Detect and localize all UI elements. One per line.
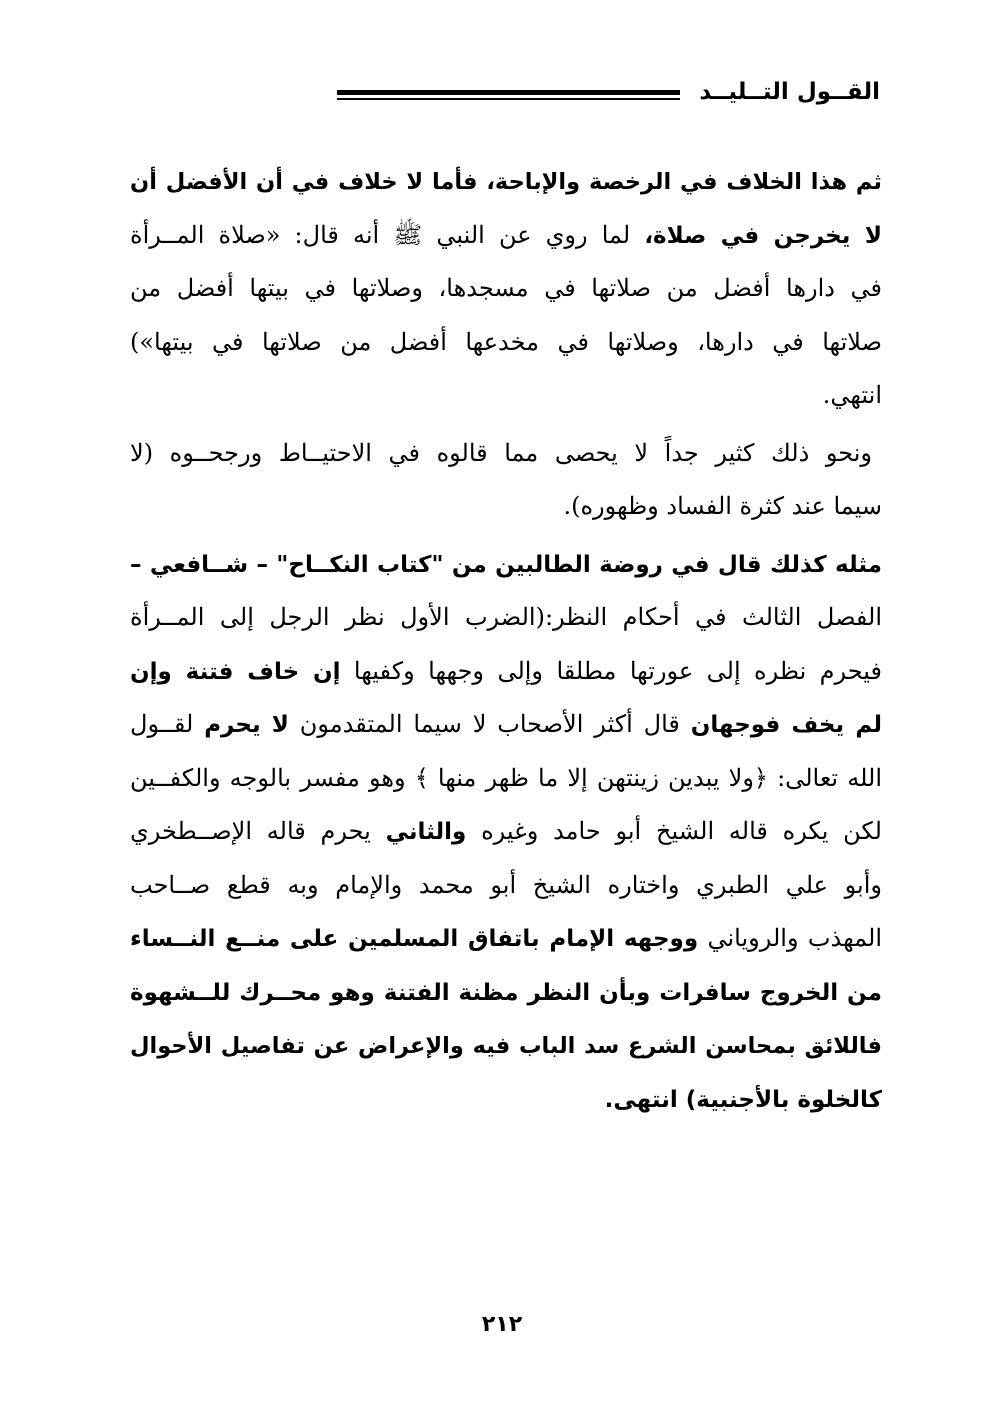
text-span: ونحو ذلك كثير جداً لا يحصى مما قالوه في الاحتيــاط ورجحــوه (لا [130, 438, 872, 467]
text-line [130, 592, 882, 646]
text-span: لما روي عن النبي ﷺ أنه قال: «صلاة المــرأة [130, 220, 645, 249]
header-rule-thin [337, 98, 680, 100]
body-text [130, 156, 882, 1127]
text-span: المهذب والروياني [698, 924, 882, 952]
header-rule-thick [337, 90, 680, 95]
text-span: الله تعالى: ﴿ولا يبدين زينتهن إلا ما ظهر منها ﴾ وهو مفسر بالوجه والكفــين [130, 763, 882, 792]
bold-text-span: ووجهه الإمام باتفاق المسلمين على منــع النــساء [130, 926, 699, 952]
text-span: صلاتها في دارها، وصلاتها في مخدعها أفضل من صلاتها في بيتها») [130, 327, 882, 356]
text-span: في دارها أفضل من صلاتها في مسجدها، وصلاتها في بيتها أفضل من [130, 274, 882, 302]
text-line [130, 263, 882, 317]
page-number: ٢١٢ [481, 1312, 523, 1337]
bold-text-span: لا يخرجن في صلاة، [644, 222, 882, 249]
text-line [130, 156, 882, 210]
text-span: الفصل الثالث في أحكام النظر:(الضرب الأول نظر الرجل إلى المــرأة [130, 603, 882, 631]
bold-text-span: من الخروج سافرات وبأن النظر مظنة الفتنة وهو محــرك للــشهوة [130, 979, 882, 1006]
text-line [130, 646, 882, 700]
text-span: انتهي. [822, 381, 882, 409]
text-line [130, 317, 882, 371]
bold-text-span: كالخلوة بالأجنبية) انتهى. [604, 1086, 882, 1113]
text-line [130, 860, 882, 914]
text-line [130, 806, 882, 860]
bold-text-span: إن خاف فتنة وإن [130, 658, 341, 685]
text-span: سيما عند كثرة الفساد وظهوره). [563, 492, 882, 520]
page-header [130, 72, 880, 112]
text-line [130, 1074, 882, 1128]
text-span: لكن يكره قاله الشيخ أبو حامد وغيره [466, 817, 882, 845]
text-line [130, 481, 882, 535]
running-title: القــول التــليــد [699, 79, 880, 105]
text-line [130, 753, 882, 807]
bold-text-span: مثله كذلك قال في روضة الطالبين من "كتاب النكــاح" – شــافعي – [130, 551, 882, 578]
text-line [130, 699, 882, 753]
text-line [130, 967, 882, 1021]
text-line [130, 913, 882, 967]
text-line [130, 370, 882, 424]
text-span: لقــول [130, 710, 205, 738]
bold-text-span: لم يخف فوجهان [690, 712, 882, 738]
text-span: وأبو علي الطبري واختاره الشيخ أبو محمد والإمام وبه قطع صــاحب [130, 870, 882, 899]
text-line [130, 539, 882, 593]
bold-text-span: والثاني [385, 819, 467, 845]
text-line [130, 428, 882, 482]
bold-text-span: لا يحرم [204, 712, 289, 738]
text-span: فيحرم نظره إلى عورتها مطلقا وإلى وجهها وكفيها [340, 656, 882, 685]
bold-text-span: ثم هذا الخلاف في الرخصة والإباحة، فأما لا خلاف في أن الأفضل أن [130, 169, 882, 195]
text-line [130, 210, 882, 264]
header-rule [337, 90, 680, 100]
text-line [130, 1020, 882, 1074]
text-span: قال أكثر الأصحاب لا سيما المتقدمون [288, 710, 691, 738]
bold-text-span: فاللائق بمحاسن الشرع سد الباب فيه والإعراض عن تفاصيل الأحوال [130, 1033, 882, 1059]
text-span: يحرم قاله الإصــطخري [130, 817, 386, 845]
